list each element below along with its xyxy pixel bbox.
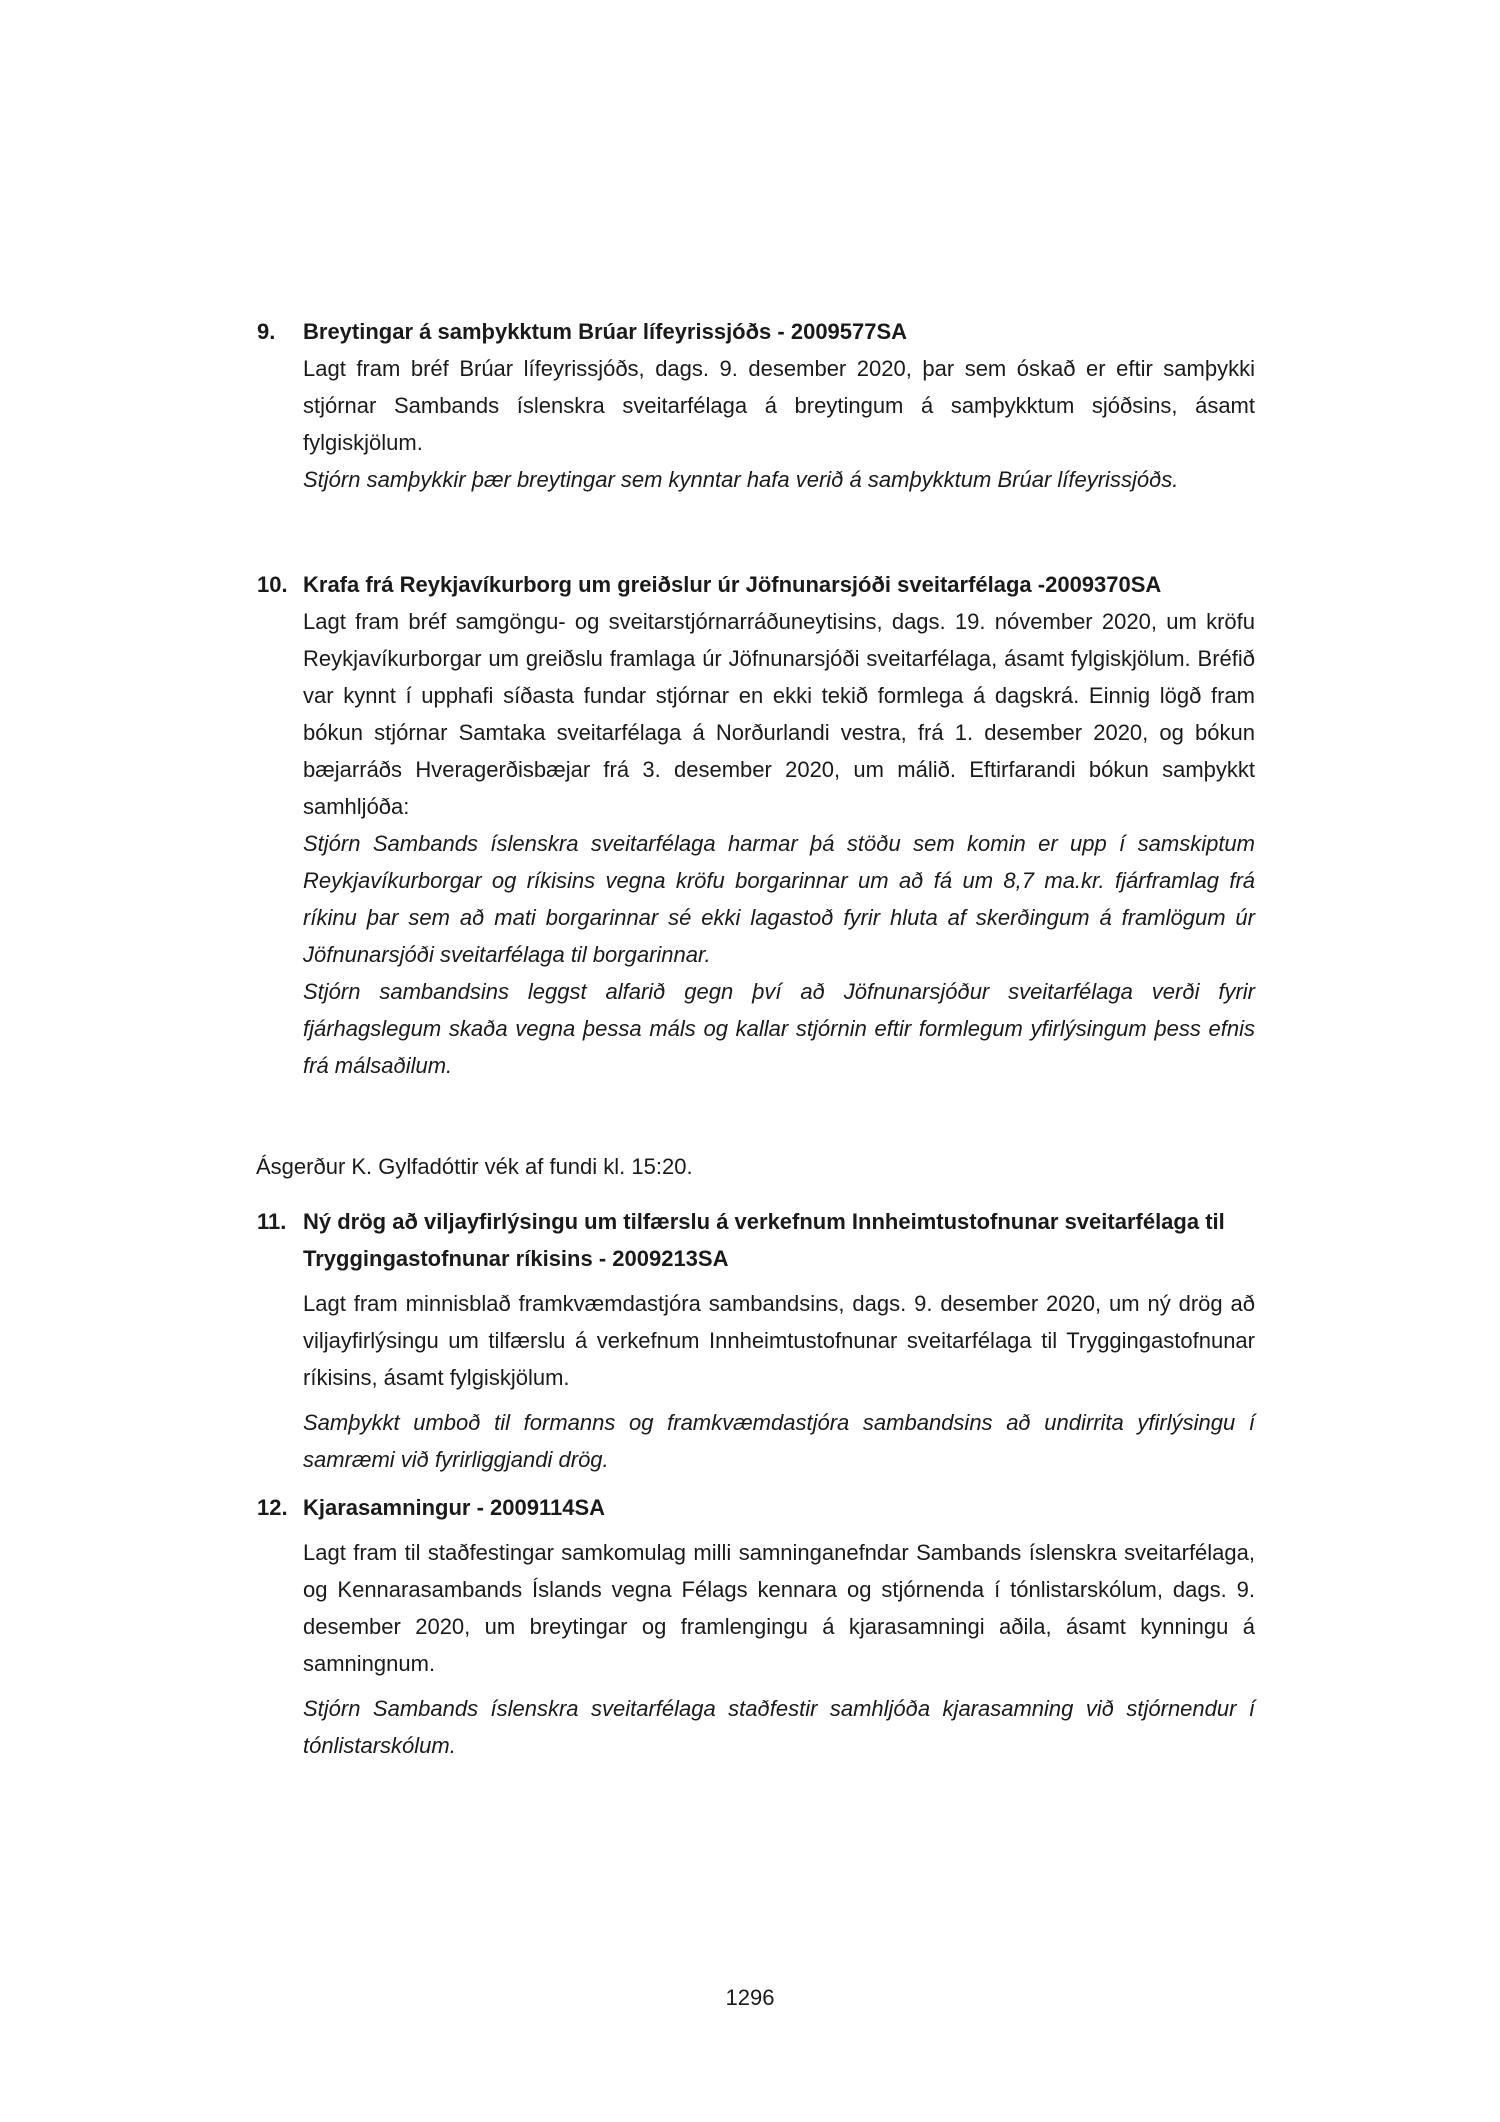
agenda-item-10 (257, 566, 1255, 1084)
item-body: Lagt fram minnisblað framkvæmdastjóra sambandsins, dags. 9. desember 2020, um ný drög að viljayfirlýsingu um tilfærslu á verkefnum Innheimtustofnunar sveitarfélaga til Tryggingastofnunar ríkisins, ásamt fylgiskjölum. (303, 1291, 1255, 1390)
page-number: 1296 (725, 1985, 775, 2010)
item-number: 9. (257, 319, 276, 344)
item-title: Krafa frá Reykjavíkurborg um greiðslur úr Jöfnunarsjóði sveitarfélaga -2009370SA (303, 572, 1162, 597)
item-number: 11. (257, 1209, 287, 1234)
item-number: 12. (257, 1495, 288, 1520)
item-title: Ný drög að viljayfirlýsingu um tilfærslu á verkefnum Innheimtustofnunar sveitarfélaga til Tryggingastofnunar ríkisins - 2009213SA (303, 1209, 1225, 1271)
item-body: Lagt fram til staðfestingar samkomulag milli samninganefndar Sambands íslenskra sveitarfélaga, og Kennarasambands Íslands vegna Félags kennara og stjórnenda í tónlistarskólum, dags. 9. desember 2020, um breytingar og framlengingu á kjarasamningi aðila, ásamt kynningu á samningnum. (303, 1540, 1255, 1676)
item-resolution: Stjórn sambandsins leggst alfarið gegn því að Jöfnunarsjóður sveitarfélaga verði fyrir fjárhagslegum skaða vegna þessa máls og kallar stjórnin eftir formlegum yfirlýsingum þess efnis frá málsaðilum. (303, 979, 1255, 1078)
item-body: Lagt fram bréf samgöngu- og sveitarstjórnarráðuneytisins, dags. 19. nóvember 2020, um kröfu Reykjavíkurborgar um greiðslu framlaga úr Jöfnunarsjóði sveitarfélaga, ásamt fylgiskjölum. Bréfið var kynnt í upphafi síðasta fundar stjórnar en ekki tekið formlega á dagskrá. Einnig lögð fram bókun stjórnar Samtaka sveitarfélaga á Norðurlandi vestra, frá 1. desember 2020, og bókun bæjarráðs Hveragerðisbæjar frá 3. desember 2020, um málið. Eftirfarandi bókun samþykkt samhljóða: (303, 609, 1255, 819)
attendance-note: Ásgerður K. Gylfadóttir vék af fundi kl. 15:20. (256, 1154, 693, 1179)
item-number: 10. (257, 572, 288, 597)
item-body: Lagt fram bréf Brúar lífeyrissjóðs, dags. 9. desember 2020, þar sem óskað er eftir samþykki stjórnar Sambands íslenskra sveitarfélaga á breytingum á samþykktum sjóðsins, ásamt fylgiskjölum. (303, 356, 1255, 455)
item-title: Kjarasamningur - 2009114SA (303, 1495, 606, 1520)
item-resolution: Stjórn samþykkir þær breytingar sem kynntar hafa verið á samþykktum Brúar lífeyrissjóðs. (303, 467, 1179, 492)
item-resolution: Samþykkt umboð til formanns og framkvæmdastjóra sambandsins að undirrita yfirlýsingu í samræmi við fyrirliggjandi drög. (303, 1410, 1255, 1472)
agenda-item-11 (257, 1203, 1255, 1478)
agenda-item-12 (257, 1489, 1255, 1764)
agenda-item-9 (257, 313, 1255, 498)
item-resolution: Stjórn Sambands íslenskra sveitarfélaga staðfestir samhljóða kjarasamning við stjórnendur í tónlistarskólum. (303, 1696, 1255, 1758)
item-title: Breytingar á samþykktum Brúar lífeyrissjóðs - 2009577SA (303, 319, 908, 344)
item-resolution: Stjórn Sambands íslenskra sveitarfélaga harmar þá stöðu sem komin er upp í samskiptum Reykjavíkurborgar og ríkisins vegna kröfu borgarinnar um að fá um 8,7 ma.kr. fjárframlag frá ríkinu þar sem að mati borgarinnar sé ekki lagastoð fyrir hluta af skerðingum á framlögum úr Jöfnunarsjóði sveitarfélaga til borgarinnar. (303, 831, 1255, 967)
